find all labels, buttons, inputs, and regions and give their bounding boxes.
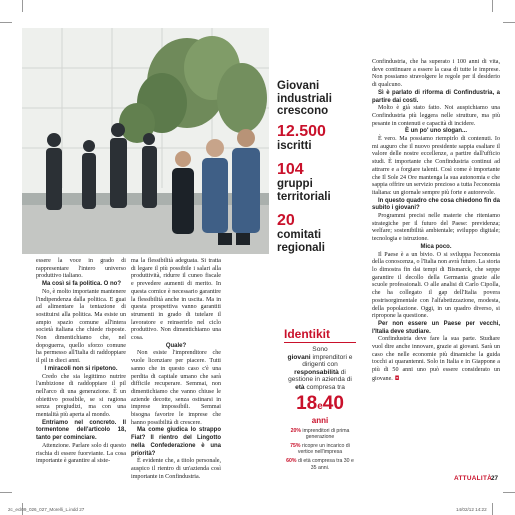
article-paragraph: Confindustria, che ha superato i 100 anni di vita, deve continuare a essere la casa di tutte le imprese. Non possiamo stravolgere le regole per il desiderio di qualcuno.: [372, 59, 500, 89]
identikit-intro-bold3: età: [295, 383, 305, 391]
article-paragraph: Programmi precisi nelle materie che riteniamo strategiche per il futuro del Paese: previdenza; welfare; sostenibilità ambientale; sviluppo digitale; tecnologia e istruzione.: [372, 213, 500, 243]
identikit-row-text: imprenditori di prima generazione: [300, 427, 350, 440]
gruppi-number: 104: [277, 161, 304, 178]
stats-headline: Giovani industriali crescono: [277, 80, 332, 117]
identikit-row: [284, 443, 356, 455]
interview-question: È un po' uno slogan...: [404, 128, 468, 135]
comitati-label: comitati regionali: [277, 229, 325, 254]
page-number: 27: [491, 475, 499, 482]
article-paragraph: Attenzione. Parlare solo di questo rischia di essere fuorviante. La cosa importante è garantire al siste-: [36, 442, 126, 465]
crop-mark: [503, 22, 515, 23]
interview-question: Entriamo nel concreto. Il tormentone dell'articolo 18, tanto per cominciare.: [36, 419, 126, 442]
article-paragraph: È evidente che, a titolo personale, auspico il rientro di un'azienda così importante in Confindustria.: [131, 458, 221, 480]
article-paragraph: No, è molto importante mantenere l'indipendenza dalla politica. E guai ad alimentare la tentazione di sostituirsi alla politica. Ma esiste un ampio spazio comune all'intera società italiana che chiede risposte. Non dimentichiamo che, nel dopoguerra, quello sforzo comune ha permesso all'Italia di raddoppiare il pil in dieci anni.: [36, 288, 126, 365]
identikit-row-text: di età compresa tra 30 e 35 anni.: [296, 458, 354, 471]
identikit-intro-text3: compresa tra: [306, 383, 345, 391]
interview-question: Mica poco.: [420, 243, 452, 250]
crop-mark: [0, 492, 12, 493]
identikit-row-pct: 75%: [290, 442, 301, 449]
interview-question: In questo quadro che cosa chiedono fin da subito i giovani?: [372, 197, 501, 212]
crop-mark: [492, 503, 493, 515]
gruppi-label: gruppi territoriali: [277, 178, 331, 203]
article-paragraph: essere la voce in grado di rappresentare l'intero universo produttivo italiano.: [36, 258, 126, 280]
identikit-title: Identikit: [284, 327, 356, 343]
identikit-box: [284, 327, 356, 471]
crop-mark: [503, 492, 515, 493]
crop-mark: [22, 0, 23, 12]
article-paragraph: È vero. Ma possiamo riempirlo di contenuti. Io mi auguro che il nuovo presidente sappia esaltare il valore delle nostre eccellenze, a partire dall'ufficio studi. È importante che Confindustria continui ad attrarre e a forgiare talenti. Così come è importante che Il Sole 24 Ore mantenga la sua autonomia e che sappia offrire un servizio prezioso a tutta l'economia italiana: un giornale sempre più forte e autorevole.: [372, 136, 500, 196]
article-column-3: [372, 59, 500, 384]
interview-question: Ma come giudica lo strappo Fiat? Il rientro del Lingotto nella Confederazione è una priorità?: [131, 427, 221, 457]
section-label: ATTUALITÀ: [454, 475, 493, 482]
slug-timestamp: 14/02/12 14:22: [456, 507, 487, 512]
age-and: e: [317, 400, 323, 412]
business-people-photo: [22, 28, 269, 254]
article-paragraph: Confindustria deve fare la sua parte. Studiare vuol dire anche innovare, grazie ai giovani. Sarà un caso che nelle economie più dinamiche la guida tocchi ai quarantenni. Solo in Italia e in Giappone a più di 50 anni uno può essere considerato un giovane. ◘: [372, 336, 500, 382]
stats-box: [277, 80, 357, 254]
identikit-row-text: ricopre un incarico di vertice nell'impresa: [297, 442, 350, 456]
identikit-intro-bold1: giovani: [287, 353, 311, 361]
slug-filename: 2c_ecl09_026_027_Morelli_L.indd 27: [8, 507, 85, 512]
iscritti-number: 12.500: [277, 122, 326, 140]
interview-question: Per non essere un Paese per vecchi, l'Italia deve studiare.: [372, 320, 500, 335]
article-paragraph: Molto è già stato fatto. Noi auspichiamo una Confindustria più leggera nelle strutture, ma più pesante in contenuti e capacità di incidere.: [372, 105, 500, 127]
article-paragraph: Il Paese è a un bivio. O si sviluppa l'economia della conoscenza, o l'Italia non avrà futuro. La storia lo dimostra fin dai tempi di Bismarck, che seppe garantire il decollo della Germania grazie alle scuole professionali. O alle analisi di Carlo Cipolla, che ha collegato il gap dell'Italia povera postrisorgimentale con l'alfabetizzazione, modesta, della popolazione. Oggi, in un quadro diverso, si ripropone la questione.: [372, 251, 500, 320]
interview-question: Quale?: [165, 342, 187, 349]
interview-question: I miracoli non si ripetono.: [44, 365, 118, 372]
age-from: 18: [296, 392, 318, 414]
age-to: 40: [322, 392, 344, 414]
identikit-intro-bold2: responsabilità: [294, 368, 339, 376]
age-unit: anni: [311, 415, 329, 425]
identikit-intro: [284, 346, 356, 392]
identikit-row: [284, 428, 356, 440]
article-paragraph: Credo che sia legittimo nutrire l'ambizione di raddoppiare il pil nell'arco di una generazione. È un obiettivo possibile, se si ragiona senza pregiudizi, ma con una mentalità più aperta al mondo.: [36, 373, 126, 419]
identikit-row: [284, 458, 356, 470]
comitati-number: 20: [277, 212, 295, 229]
article-paragraph: ma la flessibilità adeguata. Si tratta di legare il più possibile i salari alla produttività, ridurre il cuneo fiscale e prevedere aumenti di merito. In questa cornice è necessario garantire la flessibilità anche in uscita. Ma in questa prospettiva vanno garantiti strumenti in grado di tutelare il lavoratore e reinserirlo nel ciclo produttivo. Non dimentichiamo una cosa.: [131, 258, 221, 342]
iscritti-label: iscritti: [277, 139, 312, 152]
identikit-row-pct: 60%: [286, 458, 297, 465]
interview-question: Sì è parlato di riforma di Confindustria, a partire dai costi.: [372, 89, 500, 104]
article-column-1: [36, 258, 126, 466]
identikit-intro-text1: imprenditori e dirigenti con: [302, 353, 353, 369]
crop-mark: [0, 22, 12, 23]
identikit-intro-text2: di gestione in azienda di: [288, 368, 352, 384]
identikit-row-pct: 20%: [290, 427, 301, 434]
end-mark-icon: ◘: [392, 374, 400, 382]
crop-mark: [492, 0, 493, 12]
identikit-intro-sono: Sono: [312, 346, 328, 353]
interview-question: Ma così si fa politica. O no?: [42, 281, 122, 288]
identikit-age-range: [284, 394, 356, 417]
article-paragraph: Non esiste l'imprenditore che vuole licenziare per piacere. Tutti sanno che in questo caso c'è una perdita di capitale umano che sarà difficile recuperare. Semmai, non dimentichiamo che vanno chiuse le aziende decotte, senza ostinarsi in imprese impossibili. Semmai bisogna favorire le imprese che hanno possibilità di crescere.: [131, 350, 221, 426]
article-column-2: [131, 258, 221, 481]
identikit-rows: [284, 428, 356, 471]
